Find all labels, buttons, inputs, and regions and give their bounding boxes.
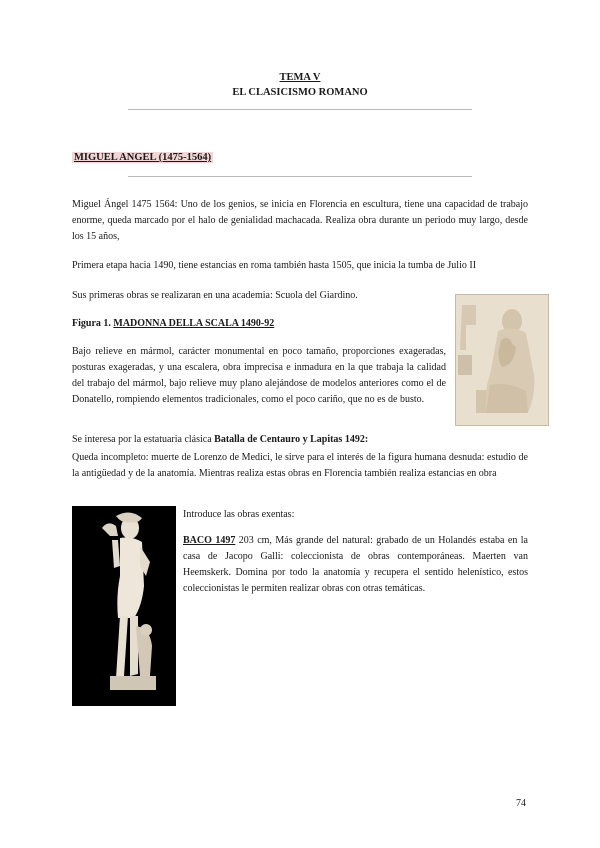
- primera-etapa-paragraph: Primera etapa hacia 1490, tiene estancias en roma también hasta 1505, que inicia la tumba de Julio II: [72, 260, 477, 271]
- page-number: 74: [516, 798, 526, 809]
- baco-image: [72, 506, 176, 706]
- estatuaria-work: Batalla de Centauro y Lapitas 1492:: [214, 434, 369, 445]
- tema-subtitle: EL CLASICISMO ROMANO: [232, 87, 368, 98]
- figure-label: Figura 1.: [72, 318, 111, 329]
- primeras-obras-paragraph: Sus primeras obras se realizaran en una academia: Scuola del Giardino.: [72, 290, 358, 301]
- baco-text: 203 cm, Más grande del natural: grabado de un Holandés estaba en la casa de Jacopo Galli: coleccionista de obras contemporáneas. Maerten van Heemskerk. Domina por todo la anatomía y recupera el sentido helenístico, estos coleccionistas le permiten realizar obras con otras temáticas.: [183, 535, 528, 594]
- figure-title: MADONNA DELLA SCALA 1490-92: [113, 318, 275, 329]
- madonna-della-scala-image: [455, 294, 549, 426]
- estatuaria-paragraph: Queda incompleto: muerte de Lorenzo de Medici, le sirve para el interés de la figura humana desnuda: estudio de la antigüedad y de la anatomía. Mientras realiza estas obras en Florencia también realiza estancias en obra: [72, 452, 528, 479]
- divider: [128, 176, 472, 177]
- estatuaria-heading: [72, 434, 368, 445]
- baco-title: BACO 1497: [183, 535, 236, 546]
- figure-1-heading: [72, 318, 274, 329]
- obras-exentas-text: Introduce las obras exentas:: [183, 509, 295, 520]
- section-heading: MIGUEL ANGEL (1475-1564): [74, 152, 212, 163]
- intro-paragraph: Miguel Ángel 1475 1564: Uno de los genios, se inicia en Florencia en escultura, tiene una capacidad de trabajo enorme, queda marcado por el halo de genialidad machacada. Realiza obra durante un periodo muy largo, desde los 15 años,: [72, 199, 528, 242]
- tema-title: TEMA V: [279, 72, 321, 83]
- estatuaria-prefix: Se interesa por la estatuaria clásica: [72, 434, 212, 445]
- divider: [128, 109, 472, 110]
- baco-paragraph: [183, 533, 528, 597]
- madonna-paragraph: Bajo relieve en mármol, carácter monumental en poco tamaño, proporciones exageradas, posturas exageradas, y una escalera, obra imprecisa e inmadura en la que trabaja la calidad del trabajo del mármol, bajo relieve muy plano alejándose de modelos anteriores como el de Donatello, rompiendo elementos tradicionales, como el poco cariño, que no es de busto.: [72, 346, 446, 405]
